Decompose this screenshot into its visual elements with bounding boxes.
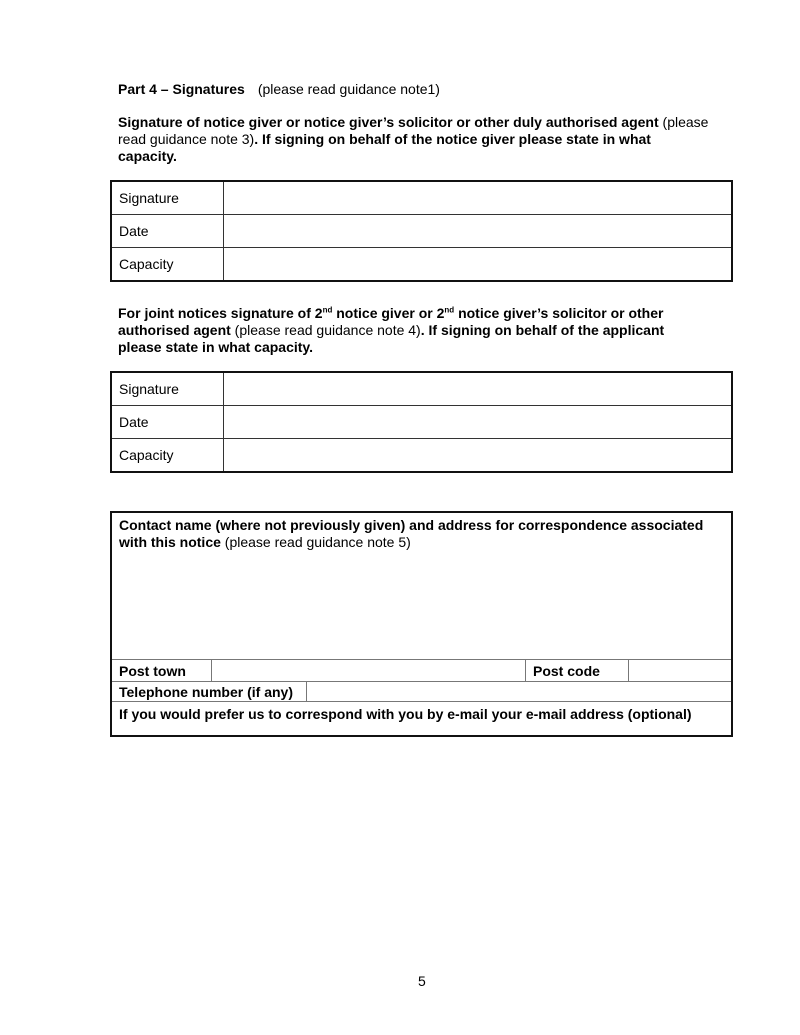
date-label: Date [111, 406, 224, 439]
signature-label: Signature [111, 372, 224, 406]
joint-instr-capacity-cont: please state in what capacity. [118, 339, 314, 355]
table-row [111, 181, 732, 215]
joint-instr-sup-1: nd [322, 305, 333, 315]
signature-field[interactable] [224, 372, 733, 406]
telephone-label: Telephone number (if any) [119, 684, 293, 700]
contact-details-box [110, 511, 733, 737]
email-label: If you would prefer us to correspond with you by e-mail your e-mail address (optional) [119, 706, 692, 722]
contact-guidance-note: (please read guidance note 5) [220, 534, 411, 550]
signature-instructions-note-cont: read guidance note 3) [118, 131, 255, 147]
part4-guidance-note: (please read guidance note1) [257, 81, 440, 97]
joint-instr-capacity: . If signing on behalf of the applicant [420, 322, 665, 338]
part4-title: Part 4 – Signatures [118, 81, 245, 97]
page-number: 5 [418, 973, 426, 989]
capacity-label: Capacity [111, 248, 224, 282]
joint-notice-instructions [118, 305, 738, 356]
contact-heading-line2: with this notice [119, 534, 221, 550]
post-town-field[interactable] [211, 659, 526, 681]
email-field[interactable] [112, 723, 731, 735]
contact-heading [119, 517, 729, 551]
date-label: Date [111, 215, 224, 248]
signature-table-joint-notice-giver [110, 371, 733, 473]
date-field[interactable] [224, 215, 733, 248]
joint-instr-text-b: notice giver or 2 [332, 305, 445, 321]
joint-instr-sup-2: nd [444, 305, 455, 315]
joint-instr-guidance-note: (please read guidance note 4) [230, 322, 421, 338]
joint-instr-text-a: For joint notices signature of 2 [118, 305, 323, 321]
part4-heading [118, 81, 440, 97]
table-row [111, 248, 732, 282]
signature-instructions-note: (please [658, 114, 709, 130]
table-row [111, 372, 732, 406]
table-row [111, 215, 732, 248]
telephone-field[interactable] [306, 681, 731, 701]
joint-instr-agent: authorised agent [118, 322, 231, 338]
signature-field[interactable] [224, 181, 733, 215]
table-row [111, 439, 732, 473]
signature-table-notice-giver [110, 180, 733, 282]
capacity-field[interactable] [224, 248, 733, 282]
contact-address-field[interactable] [112, 553, 731, 659]
capacity-label: Capacity [111, 439, 224, 473]
capacity-field[interactable] [224, 439, 733, 473]
signature-instructions-capacity: . If signing on behalf of the notice giver please state in what [254, 131, 651, 147]
post-code-field[interactable] [628, 659, 731, 681]
post-town-label: Post town [119, 663, 186, 679]
post-code-label: Post code [533, 663, 600, 679]
contact-heading-line1: Contact name (where not previously given) and address for correspondence associated [119, 517, 704, 533]
signature-instructions [118, 114, 738, 165]
signature-label: Signature [111, 181, 224, 215]
joint-instr-text-c: notice giver’s solicitor or other [454, 305, 664, 321]
signature-instructions-capacity-cont: capacity. [118, 148, 177, 164]
table-row [111, 406, 732, 439]
signature-instructions-bold: Signature of notice giver or notice giver’s solicitor or other duly authorised agent [118, 114, 659, 130]
date-field[interactable] [224, 406, 733, 439]
